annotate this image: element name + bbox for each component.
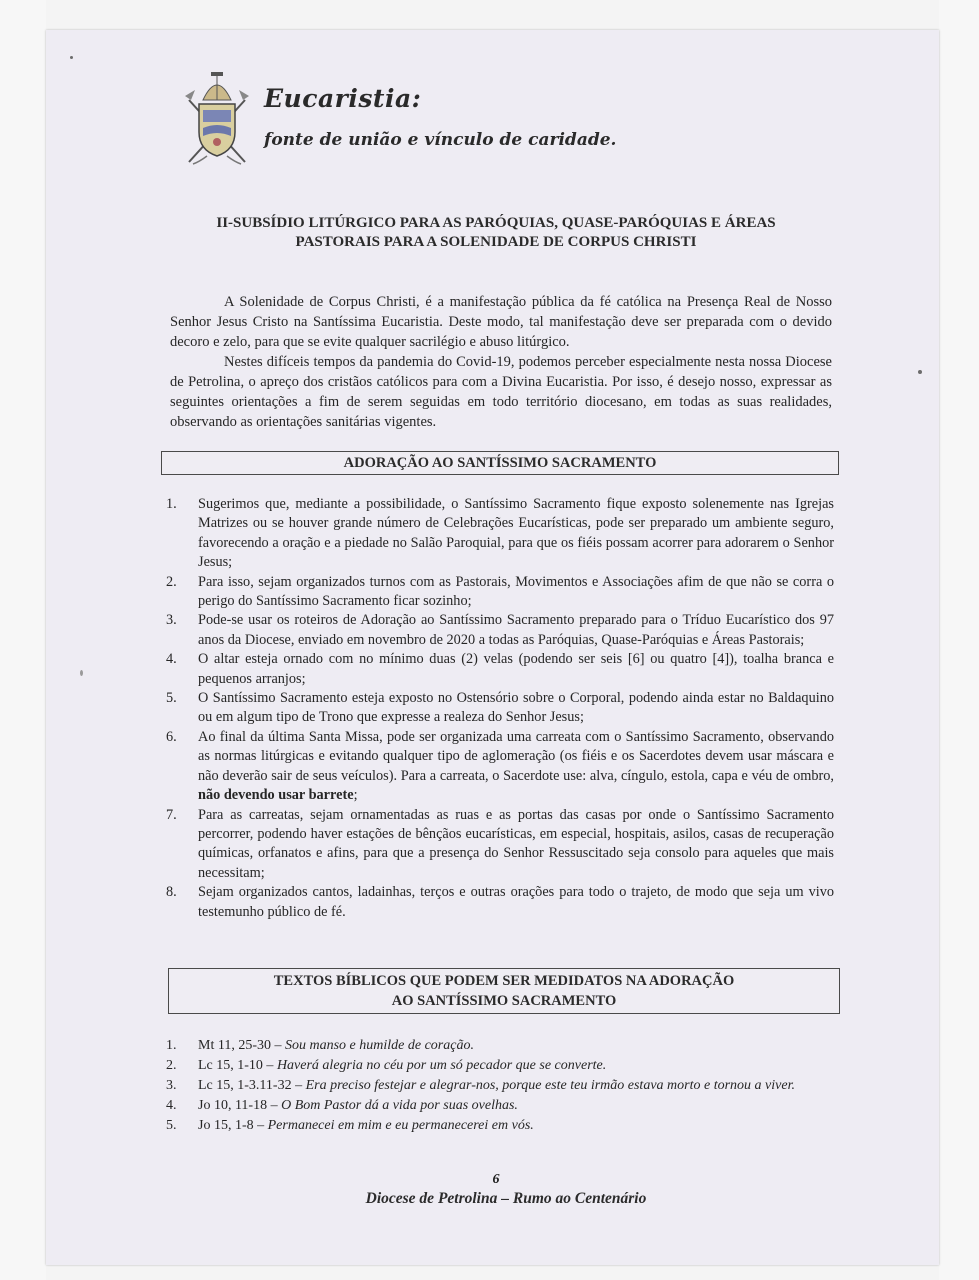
left-margin (0, 0, 46, 1280)
right-margin (939, 0, 979, 1280)
bible-texts-list (166, 1036, 846, 1136)
scan-speck (70, 56, 73, 59)
item-text: O Santíssimo Sacramento esteja exposto no Ostensório sobre o Corporal, podendo ainda estar no Baldaquino ou em algum tipo de Trono que expresse a realeza do Senhor Jesus; (198, 690, 834, 726)
item-number: 2. (166, 1058, 177, 1073)
page-number: 6 (492, 1172, 500, 1187)
bible-reference: Mt 11, 25-30 – (198, 1038, 285, 1053)
bible-reference: Lc 15, 1-3.11-32 – (198, 1078, 306, 1093)
diocese-coat-of-arms-icon (181, 70, 253, 166)
list-item (166, 1116, 846, 1136)
item-text-tail: ; (353, 787, 358, 804)
document-header (181, 70, 681, 170)
item-text: Ao final da última Santa Missa, pode ser organizada uma carreata com o Santíssimo Sacramento, observando as normas litúrgicas e evitando qualquer tipo de aglomeração (os fiéis e os Sacerdotes devem usar máscara e não deverão sair de seus veículos). Para a carreata, o Sacerdote use: alva, cíngulo, estola, capa e véu de ombro, (198, 728, 834, 784)
item-number: 8. (166, 884, 177, 901)
list-item (166, 611, 834, 650)
intro-paragraph-1: A Solenidade de Corpus Christi, é a manifestação pública da fé católica na Presença Real de Nosso Senhor Jesus Cristo na Santíssima Eucaristia. Deste modo, tal manifestação deve ser preparada com o devido decoro e zelo, para que se evite qualquer sacrilégio e abuso litúrgico. (170, 294, 832, 350)
bible-reference: Jo 10, 11-18 – (198, 1098, 282, 1113)
list-item (166, 883, 834, 922)
section-title-line-1: TEXTOS BÍBLICOS QUE PODEM SER MEDIDATOS NA ADORAÇÃO (273, 973, 735, 989)
header-subtitle: fonte de união e vínculo de caridade. (264, 130, 617, 150)
item-text: Sugerimos que, mediante a possibilidade, o Santíssimo Sacramento fique exposto solenemente nas Igrejas Matrizes ou se houver grande número de Celebrações Eucarísticas, pode ser preparado um ambiente seguro, favorecendo a oração e a piedade no Salão Paroquial, para que os fiéis possam acorrer para adorarem o Senhor Jesus; (198, 496, 834, 571)
item-number: 4. (166, 1098, 177, 1113)
document-heading (156, 214, 836, 252)
item-number: 1. (166, 1038, 177, 1053)
item-text: Sejam organizados cantos, ladainhas, terços e outras orações para todo o trajeto, de modo que seja um vivo testemunho público de fé. (198, 884, 834, 920)
section-title-line-2: AO SANTÍSSIMO SACRAMENTO (391, 993, 617, 1009)
heading-line-1: II-SUBSÍDIO LITÚRGICO PARA AS PARÓQUIAS, QUASE-PARÓQUIAS E ÁREAS (216, 215, 776, 231)
bible-quote: O Bom Pastor dá a vida por suas ovelhas. (281, 1098, 518, 1113)
list-item (166, 1076, 846, 1096)
adoration-guidelines-list (166, 495, 834, 922)
list-item (166, 650, 834, 689)
item-text: O altar esteja ornado com no mínimo duas (2) velas (podendo ser seis [6] ou quatro [4]), toalha branca e pequenos arranjos; (198, 651, 834, 687)
item-emphasis: não devendo usar barrete (198, 787, 354, 804)
header-title: Eucaristia: (264, 84, 422, 113)
item-number: 1. (166, 496, 177, 512)
bible-reference: Jo 15, 1-8 – (198, 1118, 268, 1133)
list-item (166, 573, 834, 612)
list-item (166, 495, 834, 573)
page-footer: Diocese de Petrolina – Rumo ao Centenário (365, 1190, 647, 1207)
item-text: Para isso, sejam organizados turnos com as Pastorais, Movimentos e Associações afim de que não se corra o perigo do Santíssimo Sacramento ficar sozinho; (198, 573, 834, 610)
list-item (166, 806, 834, 884)
heading-line-2: PASTORAIS PARA A SOLENIDADE DE CORPUS CHRISTI (295, 234, 697, 250)
item-number: 3. (166, 612, 177, 629)
list-item (166, 1096, 846, 1116)
item-number: 4. (166, 651, 177, 668)
item-number: 3. (166, 1078, 177, 1093)
bible-quote: Era preciso festejar e alegrar-nos, porque este teu irmão estava morto e tornou a viver. (305, 1078, 795, 1093)
introduction (170, 292, 832, 432)
item-number: 5. (166, 690, 177, 707)
list-item (166, 1056, 846, 1076)
list-item (166, 689, 834, 728)
scan-speck (80, 670, 83, 676)
section-title-bible-texts (168, 968, 840, 1014)
intro-paragraph-2: Nestes difíceis tempos da pandemia do Covid-19, podemos perceber especialmente nesta nossa Diocese de Petrolina, o apreço dos cristãos católicos para com a Divina Eucaristia. Por isso, é desejo nosso, expressar as seguintes orientações a fim de serem seguidas em todo território diocesano, em todas as suas realidades, observando as orientações sanitárias vigentes. (170, 354, 832, 430)
item-number: 2. (166, 573, 177, 590)
list-item (166, 1036, 846, 1056)
list-item (166, 728, 834, 806)
bible-quote: Haverá alegria no céu por um só pecador que se converte. (276, 1058, 607, 1073)
item-text: Pode-se usar os roteiros de Adoração ao Santíssimo Sacramento preparado para o Tríduo Eucarístico dos 97 anos da Diocese, enviado em novembro de 2020 a todas as Paróquias, Quase-Paróquias e Áreas Pastorais; (198, 612, 834, 648)
document-page (46, 30, 939, 1265)
item-text: Para as carreatas, sejam ornamentadas as ruas e as portas das casas por onde o Santíssimo Sacramento percorrer, podendo haver estações de bênçãos eucarísticas, em especial, hospitais, asilos, casas de recuperação químicas, orfanatos e afins, para que a presença do Senhor Ressuscitado seja consolo para aqueles que mais necessitam; (198, 806, 834, 881)
item-number: 6. (166, 728, 177, 745)
bible-quote: Permanecei em mim e eu permanecerei em vós. (267, 1118, 534, 1133)
item-number: 7. (166, 806, 177, 823)
bible-quote: Sou manso e humilde de coração. (284, 1038, 474, 1053)
bible-reference: Lc 15, 1-10 – (198, 1058, 277, 1073)
scan-speck (918, 370, 922, 374)
item-number: 5. (166, 1118, 177, 1133)
section-title-adoration: ADORAÇÃO AO SANTÍSSIMO SACRAMENTO (161, 451, 839, 475)
